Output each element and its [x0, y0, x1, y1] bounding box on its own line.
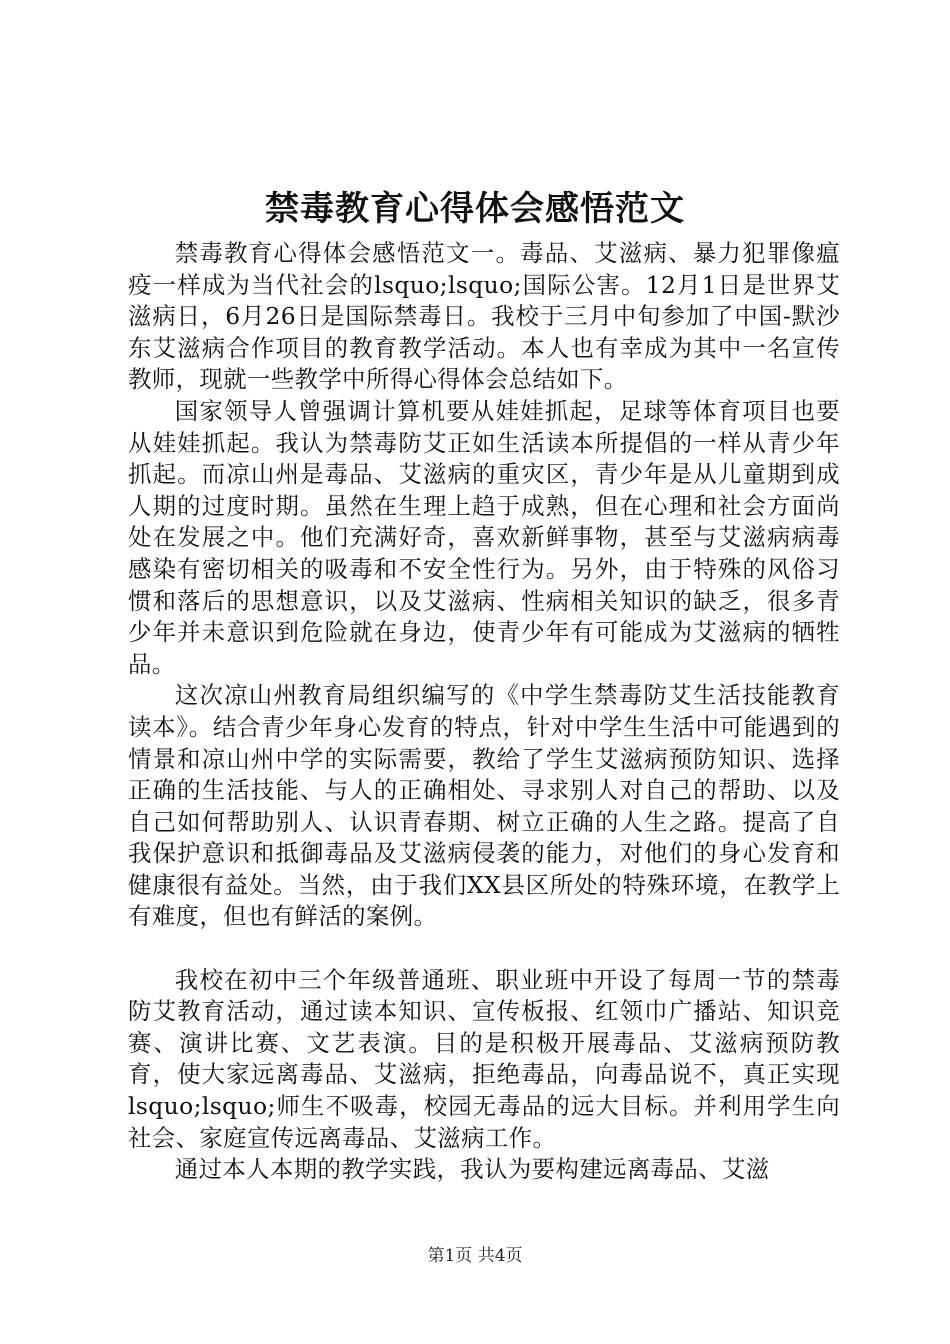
- paragraph-3: 这次凉山州教育局组织编写的《中学生禁毒防艾生活技能教育读本》。结合青少年身心发育的特点，针对中学生生活中可能遇到的情景和凉山州中学的实际需要，教给了学生艾滋病预防知识、选择正确的生活技能、与人的正确相处、寻求别人对自己的帮助、以及自己如何帮助别人、认识青春期、树立正确的人生之路。提高了自我保护意识和抵御毒品及艾滋病侵袭的能力，对他们的身心发育和健康很有益处。当然，由于我们XX县区所处的特殊环境，在教学上有难度，但也有鲜活的案例。: [128, 681, 840, 931]
- page-number-footer: 第1页 共4页: [427, 1246, 523, 1266]
- paragraph-4: 我校在初中三个年级普通班、职业班中开设了每周一节的禁毒防艾教育活动，通过读本知识、宣传板报、红领巾广播站、知识竞赛、演讲比赛、文艺表演。目的是积极开展毒品、艾滋病预防教育，使大家远离毒品、艾滋病，拒绝毒品，向毒品说不，真正实现lsquo;lsquo;师生不吸毒，校园无毒品的远大目标。并利用学生向社会、家庭宣传远离毒品、艾滋病工作。: [128, 965, 840, 1152]
- document-body: [128, 238, 840, 1186]
- document-title: 禁毒教育心得体会感悟范文: [265, 189, 685, 229]
- paragraph-1: 禁毒教育心得体会感悟范文一。毒品、艾滋病、暴力犯罪像瘟疫一样成为当代社会的lsquo;lsquo;国际公害。12月1日是世界艾滋病日，6月26日是国际禁毒日。我校于三月中旬参加了中国-默沙东艾滋病合作项目的教育教学活动。本人也有幸成为其中一名宣传教师，现就一些教学中所得心得体会总结如下。: [128, 239, 840, 394]
- paragraph-2: 国家领导人曾强调计算机要从娃娃抓起，足球等体育项目也要从娃娃抓起。我认为禁毒防艾正如生活读本所提倡的一样从青少年抓起。而凉山州是毒品、艾滋病的重灾区，青少年是从儿童期到成人期的过度时期。虽然在生理上趋于成熟，但在心理和社会方面尚处在发展之中。他们充满好奇，喜欢新鲜事物，甚至与艾滋病病毒感染有密切相关的吸毒和不安全性行为。另外，由于特殊的风俗习惯和落后的思想意识，以及艾滋病、性病相关知识的缺乏，很多青少年并未意识到危险就在身边，使青少年有可能成为艾滋病的牺牲品。: [128, 396, 840, 678]
- paragraph-5: 通过本人本期的教学实践，我认为要构建远离毒品、艾滋: [174, 1155, 770, 1184]
